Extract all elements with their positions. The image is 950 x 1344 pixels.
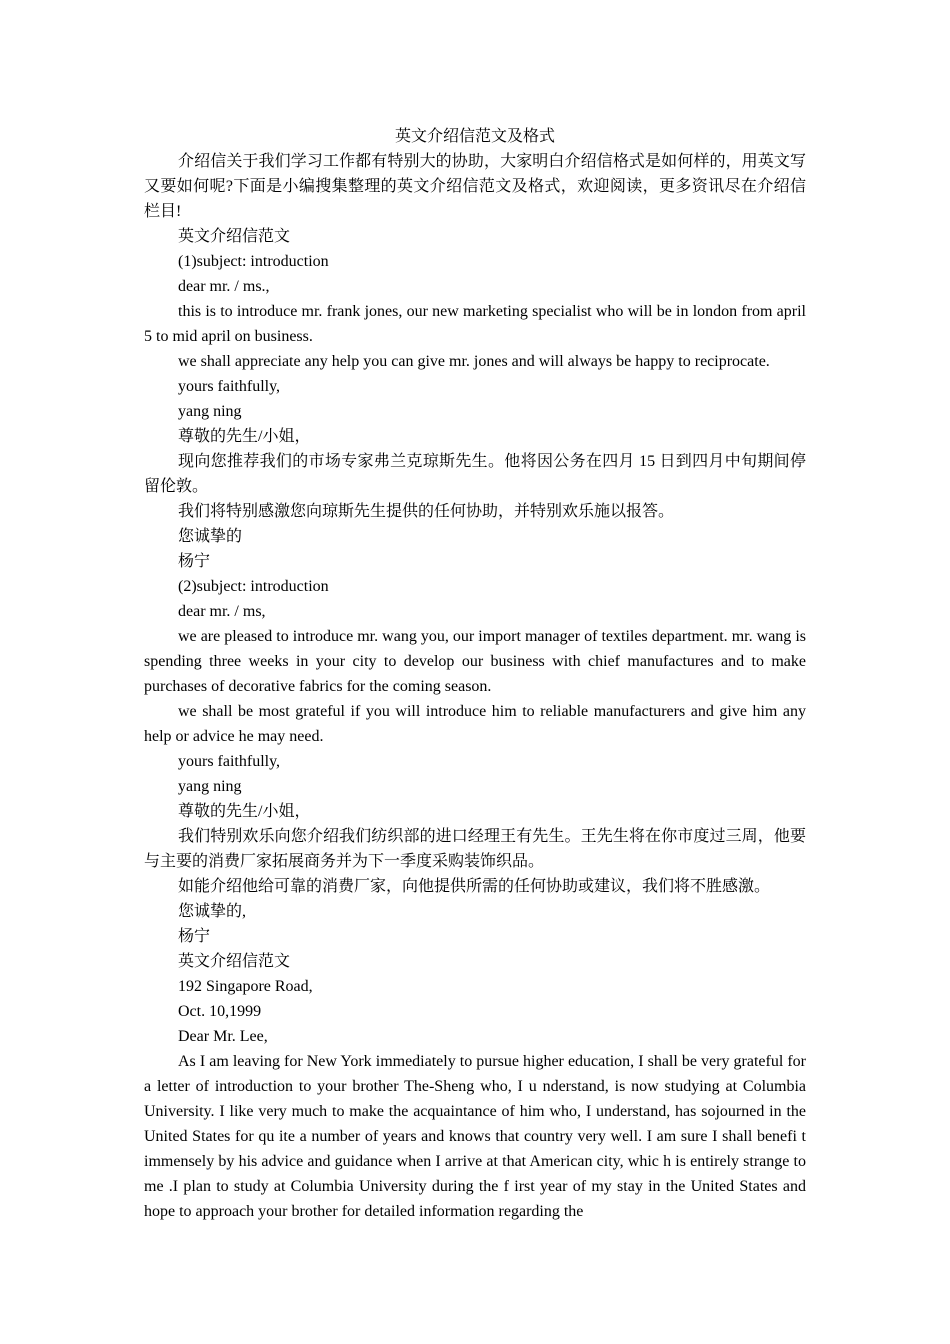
- paragraph: 我们将特别感激您向琼斯先生提供的任何协助，并特别欢乐施以报答。: [178, 503, 675, 520]
- paragraph: yours faithfully,: [178, 753, 281, 770]
- paragraph: 如能介绍他给可靠的消费厂家，向他提供所需的任何协助或建议，我们将不胜感激。: [178, 878, 771, 895]
- paragraph: 英文介绍信范文: [178, 228, 291, 245]
- paragraph: dear mr. / ms.,: [178, 278, 270, 295]
- paragraph: 介绍信关于我们学习工作都有特别大的协助，大家明白介绍信格式是如何样的，用英文写又要如何呢?下面是小编搜集整理的英文介绍信范文及格式，欢迎阅读，更多资讯尽在介绍信栏目!: [144, 153, 806, 220]
- paragraph: we shall appreciate any help you can give mr. jones and will always be happy to reciprocate.: [178, 353, 770, 370]
- paragraph: As I am leaving for New York immediately to pursue higher education, I shall be very grateful for a letter of introduction to your brother The-Sheng who, I u nderstand, is now studying at Columbia University. I like very much to make the acquaintance of him who, I understand, has sojourned in the United States for qu ite a number of years and knows that country very well. I am sure I shall benefi t immensely by his advice and guidance when I arrive at that American city, whic h is entirely strange to me .I plan to study at Columbia University during the f irst year of my stay in the United States and hope to approach your brother for detailed information regarding the: [144, 1053, 806, 1220]
- paragraph: 英文介绍信范文: [178, 953, 291, 970]
- document-page: [144, 124, 806, 1224]
- paragraph: 尊敬的先生/小姐，: [178, 428, 311, 445]
- paragraph: this is to introduce mr. frank jones, our new marketing specialist who will be in london from april 5 to mid april on business.: [144, 303, 806, 345]
- paragraph: 192 Singapore Road,: [178, 978, 313, 995]
- paragraph: 杨宁: [178, 928, 211, 945]
- paragraph: yang ning: [178, 403, 242, 420]
- paragraph: 现向您推荐我们的市场专家弗兰克琼斯先生。他将因公务在四月 15 日到四月中旬期间停留伦敦。: [144, 453, 806, 495]
- paragraph: dear mr. / ms,: [178, 603, 266, 620]
- paragraph: 杨宁: [178, 553, 211, 570]
- paragraph: (1)subject: introduction: [178, 253, 329, 270]
- document-title: 英文介绍信范文及格式: [394, 128, 555, 145]
- paragraph: 尊敬的先生/小姐，: [178, 803, 311, 820]
- paragraph: yours faithfully,: [178, 378, 281, 395]
- paragraph: yang ning: [178, 778, 242, 795]
- paragraph: 您诚挚的: [178, 528, 243, 545]
- paragraph: Oct. 10,1999: [178, 1003, 262, 1020]
- paragraph: we shall be most grateful if you will introduce him to reliable manufacturers and give him any help or advice he may need.: [144, 703, 806, 745]
- paragraph: 您诚挚的,: [178, 903, 247, 920]
- paragraph: we are pleased to introduce mr. wang you, our import manager of textiles department. mr. wang is spending three weeks in your city to develop our business with chief manufactures and to make purchases of decorative fabrics for the coming season.: [144, 628, 806, 695]
- paragraph: 我们特别欢乐向您介绍我们纺织部的进口经理王有先生。王先生将在你市度过三周，他要与主要的消费厂家拓展商务并为下一季度采购装饰织品。: [144, 828, 806, 870]
- paragraph: (2)subject: introduction: [178, 578, 329, 595]
- paragraph: Dear Mr. Lee,: [178, 1028, 268, 1045]
